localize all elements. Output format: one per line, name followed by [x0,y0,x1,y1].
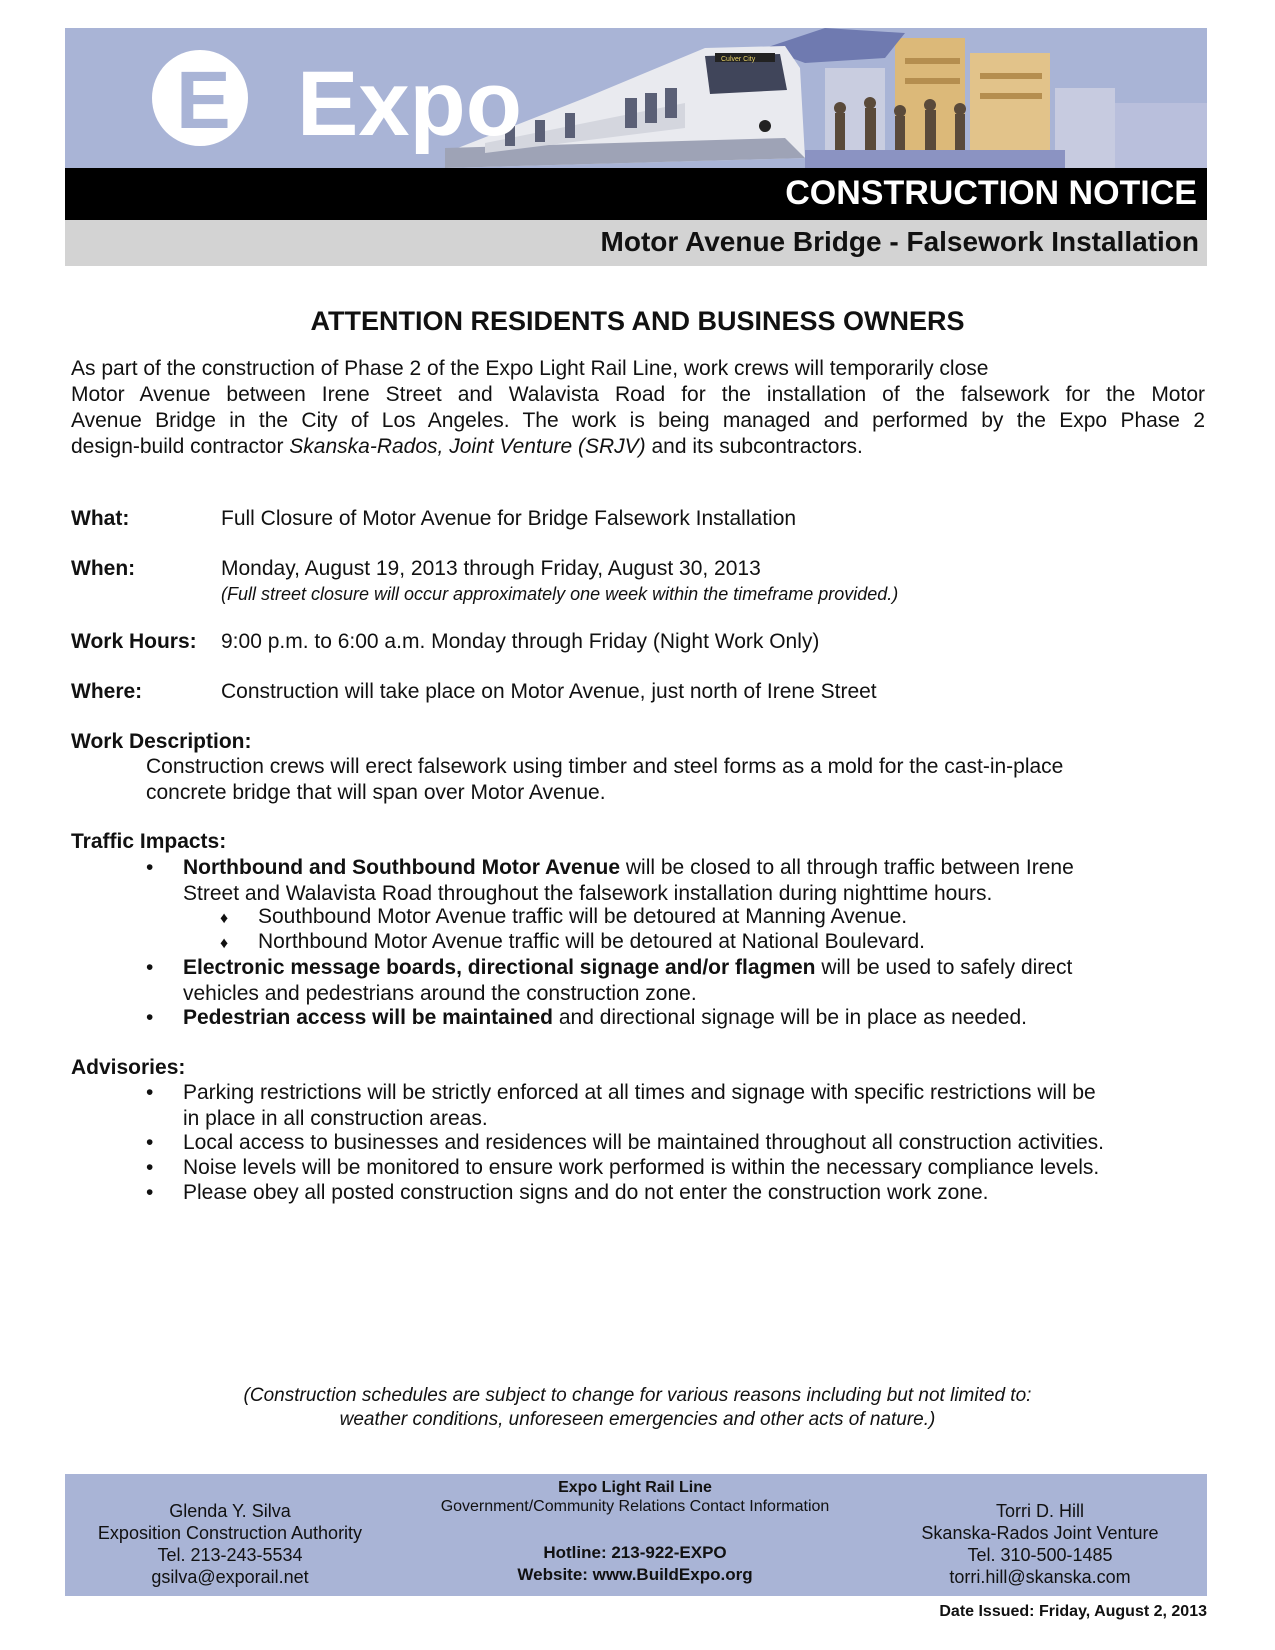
intro-line: Avenue Bridge in the City of Los Angeles. The work is being managed and performed by the Expo Phase 2 [71,409,1205,432]
contact-center [405,1478,865,1586]
work-description-text [146,754,1063,806]
advisories-heading: Advisories: [71,1056,186,1079]
contact-org: Exposition Construction Authority [97,1523,363,1543]
intro-paragraph [71,356,1205,460]
what-label: What: [71,507,130,530]
where-value: Construction will take place on Motor Avenue, just north of Irene Street [221,680,877,703]
contact-email[interactable]: gsilva@exporail.net [151,1567,309,1587]
contact-left [85,1500,375,1588]
notice-title: CONSTRUCTION NOTICE [785,174,1197,212]
center-subtitle: Government/Community Relations Contact Information [440,1498,830,1515]
notice-bar [65,168,1207,220]
header-banner [65,28,1207,168]
diamond-bullet-icon: ♦ [220,910,229,927]
schedule-disclaimer [0,1384,1275,1432]
train-destination-sign: Culver City [721,56,756,63]
advisory-bullet-2: Local access to businesses and residences will be maintained throughout all construction activities. [183,1131,1105,1154]
contractor-name: Skanska-Rados, Joint Venture (SRJV) [289,435,646,458]
text: Street and Walavista Road throughout the falsework installation during nighttime hours. [183,882,993,905]
advisory-bullet-1 [183,1080,1193,1132]
intro-text: design-build contractor [71,435,290,458]
when-label: When: [71,557,136,580]
text: will be used to safely direct [815,956,1073,979]
bullet-icon: • [146,1181,154,1204]
expo-logo-text: Expo [297,53,522,155]
banner-illustration [65,28,1207,168]
text: and directional signage will be in place as needed. [553,1006,1027,1029]
intro-line: Motor Avenue between Irene Street and Walavista Road for the installation of the falsework for the Motor [71,383,1205,406]
traffic-bullet-3 [183,1005,1193,1031]
bold-text: Northbound and Southbound Motor Avenue [183,856,621,879]
bullet-icon: • [146,1006,154,1029]
attention-heading: ATTENTION RESIDENTS AND BUSINESS OWNERS [310,306,965,336]
bullet-icon: • [146,956,154,979]
when-note: (Full street closure will occur approximately one week within the timeframe provided.) [221,584,899,604]
center-title: Expo Light Rail Line [558,1479,712,1496]
contact-phone: Tel. 310-500-1485 [967,1545,1113,1565]
subtitle-bar [65,220,1207,266]
intro-line: As part of the construction of Phase 2 of the Expo Light Rail Line, work crews will temporarily close [71,357,989,380]
disclaimer-line: (Construction schedules are subject to change for various reasons including but not limited to: [243,1385,1032,1406]
contact-footer [65,1474,1207,1596]
work-description-heading: Work Description: [71,730,252,753]
text: in place in all construction areas. [183,1107,488,1130]
work-description-line: Construction crews will erect falsework using timber and steel forms as a mold for the cast-in-place [146,755,1064,778]
advisory-bullet-4: Please obey all posted construction signs and do not enter the construction work zone. [183,1181,989,1204]
bullet-icon: • [146,1156,154,1179]
text: will be closed to all through traffic between Irene [620,856,1074,879]
traffic-sub-bullet-2: Northbound Motor Avenue traffic will be detoured at National Boulevard. [258,930,925,953]
hours-value: 9:00 p.m. to 6:00 a.m. Monday through Friday (Night Work Only) [221,630,820,653]
bullet-icon: • [146,856,154,879]
website-link[interactable]: Website: www.BuildExpo.org [517,1565,753,1584]
notice-subtitle: Motor Avenue Bridge - Falsework Installation [600,226,1199,257]
text: vehicles and pedestrians around the construction zone. [183,982,697,1005]
contact-phone: Tel. 213-243-5534 [157,1545,303,1565]
intro-text: and its subcontractors. [645,435,863,458]
hours-label: Work Hours: [71,630,197,653]
bold-text: Pedestrian access will be maintained [183,1006,553,1029]
hotline: Hotline: 213-922-EXPO [543,1543,727,1562]
bullet-icon: • [146,1081,154,1104]
traffic-bullet-1 [183,855,1193,907]
contact-right [895,1500,1185,1588]
traffic-sub-bullet-1: Southbound Motor Avenue traffic will be detoured at Manning Avenue. [258,905,908,928]
contact-email[interactable]: torri.hill@skanska.com [949,1567,1131,1587]
advisory-bullet-3: Noise levels will be monitored to ensure work performed is within the necessary compliance levels. [183,1156,1100,1179]
what-value: Full Closure of Motor Avenue for Bridge Falsework Installation [221,507,797,530]
expo-logo-letter: E [176,55,231,146]
bullet-icon: • [146,1131,154,1154]
where-label: Where: [71,680,143,703]
when-value: Monday, August 19, 2013 through Friday, August 30, 2013 [221,557,761,580]
disclaimer-line: weather conditions, unforeseen emergencies and other acts of nature.) [339,1409,936,1430]
bold-text: Electronic message boards, directional signage and/or flagmen [183,956,816,979]
date-issued: Date Issued: Friday, August 2, 2013 [939,1603,1207,1620]
text: Parking restrictions will be strictly enforced at all times and signage with specific restrictions will be [183,1081,1096,1104]
contact-org: Skanska-Rados Joint Venture [921,1523,1159,1543]
intro-line [71,434,1205,460]
contact-name: Torri D. Hill [996,1501,1084,1521]
traffic-impacts-heading: Traffic Impacts: [71,830,227,853]
work-description-line: concrete bridge that will span over Motor Avenue. [146,781,606,804]
contact-name: Glenda Y. Silva [169,1501,291,1521]
diamond-bullet-icon: ♦ [220,935,229,952]
center-spacer [405,1516,865,1542]
traffic-bullet-2 [183,955,1193,1007]
